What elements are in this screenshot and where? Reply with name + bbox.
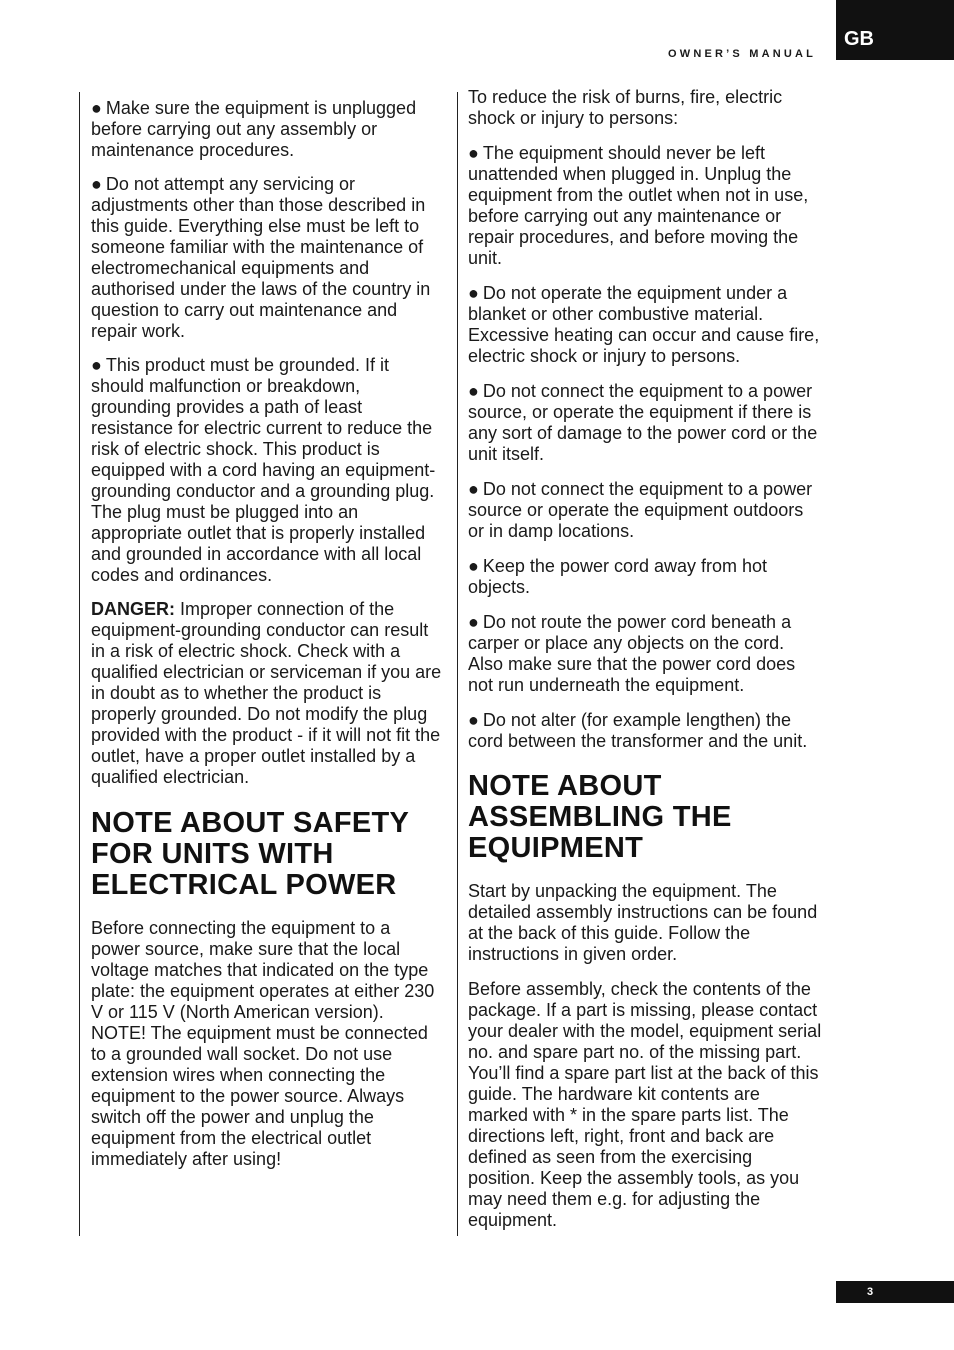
power-paragraph: Before connecting the equipment to a power source, make sure that the local voltage matches that indicated on the type plate: the equipment operates at either 230 V or 115 V (North American version). NOTE! The equipment must be connected to a grounded wall socket. Do not use extension wires when connecting the equipment to the power source. Always switch off the power and unplug the equipment from the electrical outlet immediately after using!	[91, 918, 435, 1169]
bullet-icon: ●	[91, 98, 102, 118]
bullet-text: Do not connect the equipment to a power source or operate the equipment outdoors or in damp locations.	[468, 479, 813, 541]
danger-label: DANGER:	[91, 599, 175, 619]
bullet-text: Do not operate the equipment under a blanket or other combustive material. Excessive heating can occur and cause fire, electric shock or injury to persons.	[468, 283, 820, 366]
bullet-paragraph	[91, 355, 443, 586]
bullet-text: Keep the power cord away from hot objects.	[468, 556, 768, 597]
assembly-heading: NOTE ABOUT ASSEMBLING THE EQUIPMENT	[468, 770, 732, 864]
left-column	[91, 98, 443, 1183]
manual-label: OWNER’S MANUAL	[668, 48, 817, 60]
bullet-icon: ●	[91, 174, 102, 194]
assembly-paragraph: Start by unpacking the equipment. The detailed assembly instructions can be found at the back of this guide. Follow the instructions in given order.	[468, 881, 818, 964]
intro-paragraph: To reduce the risk of burns, fire, electric shock or injury to persons:	[468, 87, 783, 128]
column-rule-middle	[457, 92, 458, 1236]
bullet-icon: ●	[468, 143, 479, 163]
bullet-paragraph	[468, 612, 823, 696]
danger-text: Improper connection of the equipment-grounding conductor can result in a risk of electric shock. Check with a qualified electrician or serviceman if you are in doubt as to whether the product is properly grounded. Do not modify the plug provided with the product - if it will not fit the outlet, have a proper outlet installed by a qualified electrician.	[91, 599, 442, 787]
bullet-paragraph	[91, 174, 443, 342]
bullet-paragraph	[468, 381, 823, 465]
page-number: 3	[836, 1281, 954, 1303]
bullet-paragraph	[468, 283, 823, 367]
bullet-icon: ●	[91, 355, 102, 375]
bullet-paragraph	[468, 143, 823, 269]
safety-heading: NOTE ABOUT SAFETY FOR UNITS WITH ELECTRICAL POWER	[91, 807, 410, 901]
bullet-icon: ●	[468, 710, 479, 730]
bullet-paragraph	[468, 556, 823, 598]
bullet-text: The equipment should never be left unattended when plugged in. Unplug the equipment from the outlet when not in use, before carrying out any maintenance or repair procedures, and before moving the unit.	[468, 143, 809, 268]
region-tab: GB	[836, 0, 954, 60]
bullet-icon: ●	[468, 479, 479, 499]
bullet-icon: ●	[468, 612, 479, 632]
bullet-text: Do not alter (for example lengthen) the cord between the transformer and the unit.	[468, 710, 808, 751]
bullet-icon: ●	[468, 556, 479, 576]
bullet-text: This product must be grounded. If it should malfunction or breakdown, grounding provides a path of least resistance for electric current to reduce the risk of electric shock. This product is equipped with a cord having an equipment-grounding conductor and a grounding plug. The plug must be plugged into an appropriate outlet that is properly installed and grounded in accordance with all local codes and ordinances.	[91, 355, 436, 585]
bullet-paragraph	[91, 98, 443, 161]
bullet-text: Do not attempt any servicing or adjustments other than those described in this guide. Everything else must be left to someone familiar with the maintenance of electromechanical equipments and authorised under the laws of the country in question to carry out maintenance and repair work.	[91, 174, 431, 341]
bullet-text: Make sure the equipment is unplugged before carrying out any assembly or maintenance procedures.	[91, 98, 417, 160]
danger-paragraph	[91, 599, 443, 788]
bullet-text: Do not route the power cord beneath a carper or place any objects on the cord. Also make sure that the power cord does not run underneath the equipment.	[468, 612, 796, 695]
bullet-paragraph	[468, 479, 823, 542]
right-column	[468, 87, 823, 1245]
bullet-icon: ●	[468, 381, 479, 401]
column-rule-left	[79, 92, 80, 1236]
bullet-paragraph	[468, 710, 823, 752]
bullet-icon: ●	[468, 283, 479, 303]
bullet-text: Do not connect the equipment to a power source, or operate the equipment if there is any sort of damage to the power cord or the unit itself.	[468, 381, 818, 464]
assembly-paragraph: Before assembly, check the contents of the package. If a part is missing, please contact your dealer with the model, equipment serial no. and spare part no. of the missing part. You’ll find a spare part list at the back of this guide. The hardware kit contents are marked with * in the spare parts list. The directions left, right, front and back are defined as seen from the exercising position. Keep the assembly tools, as you may need them e.g. for adjusting the equipment.	[468, 979, 822, 1230]
